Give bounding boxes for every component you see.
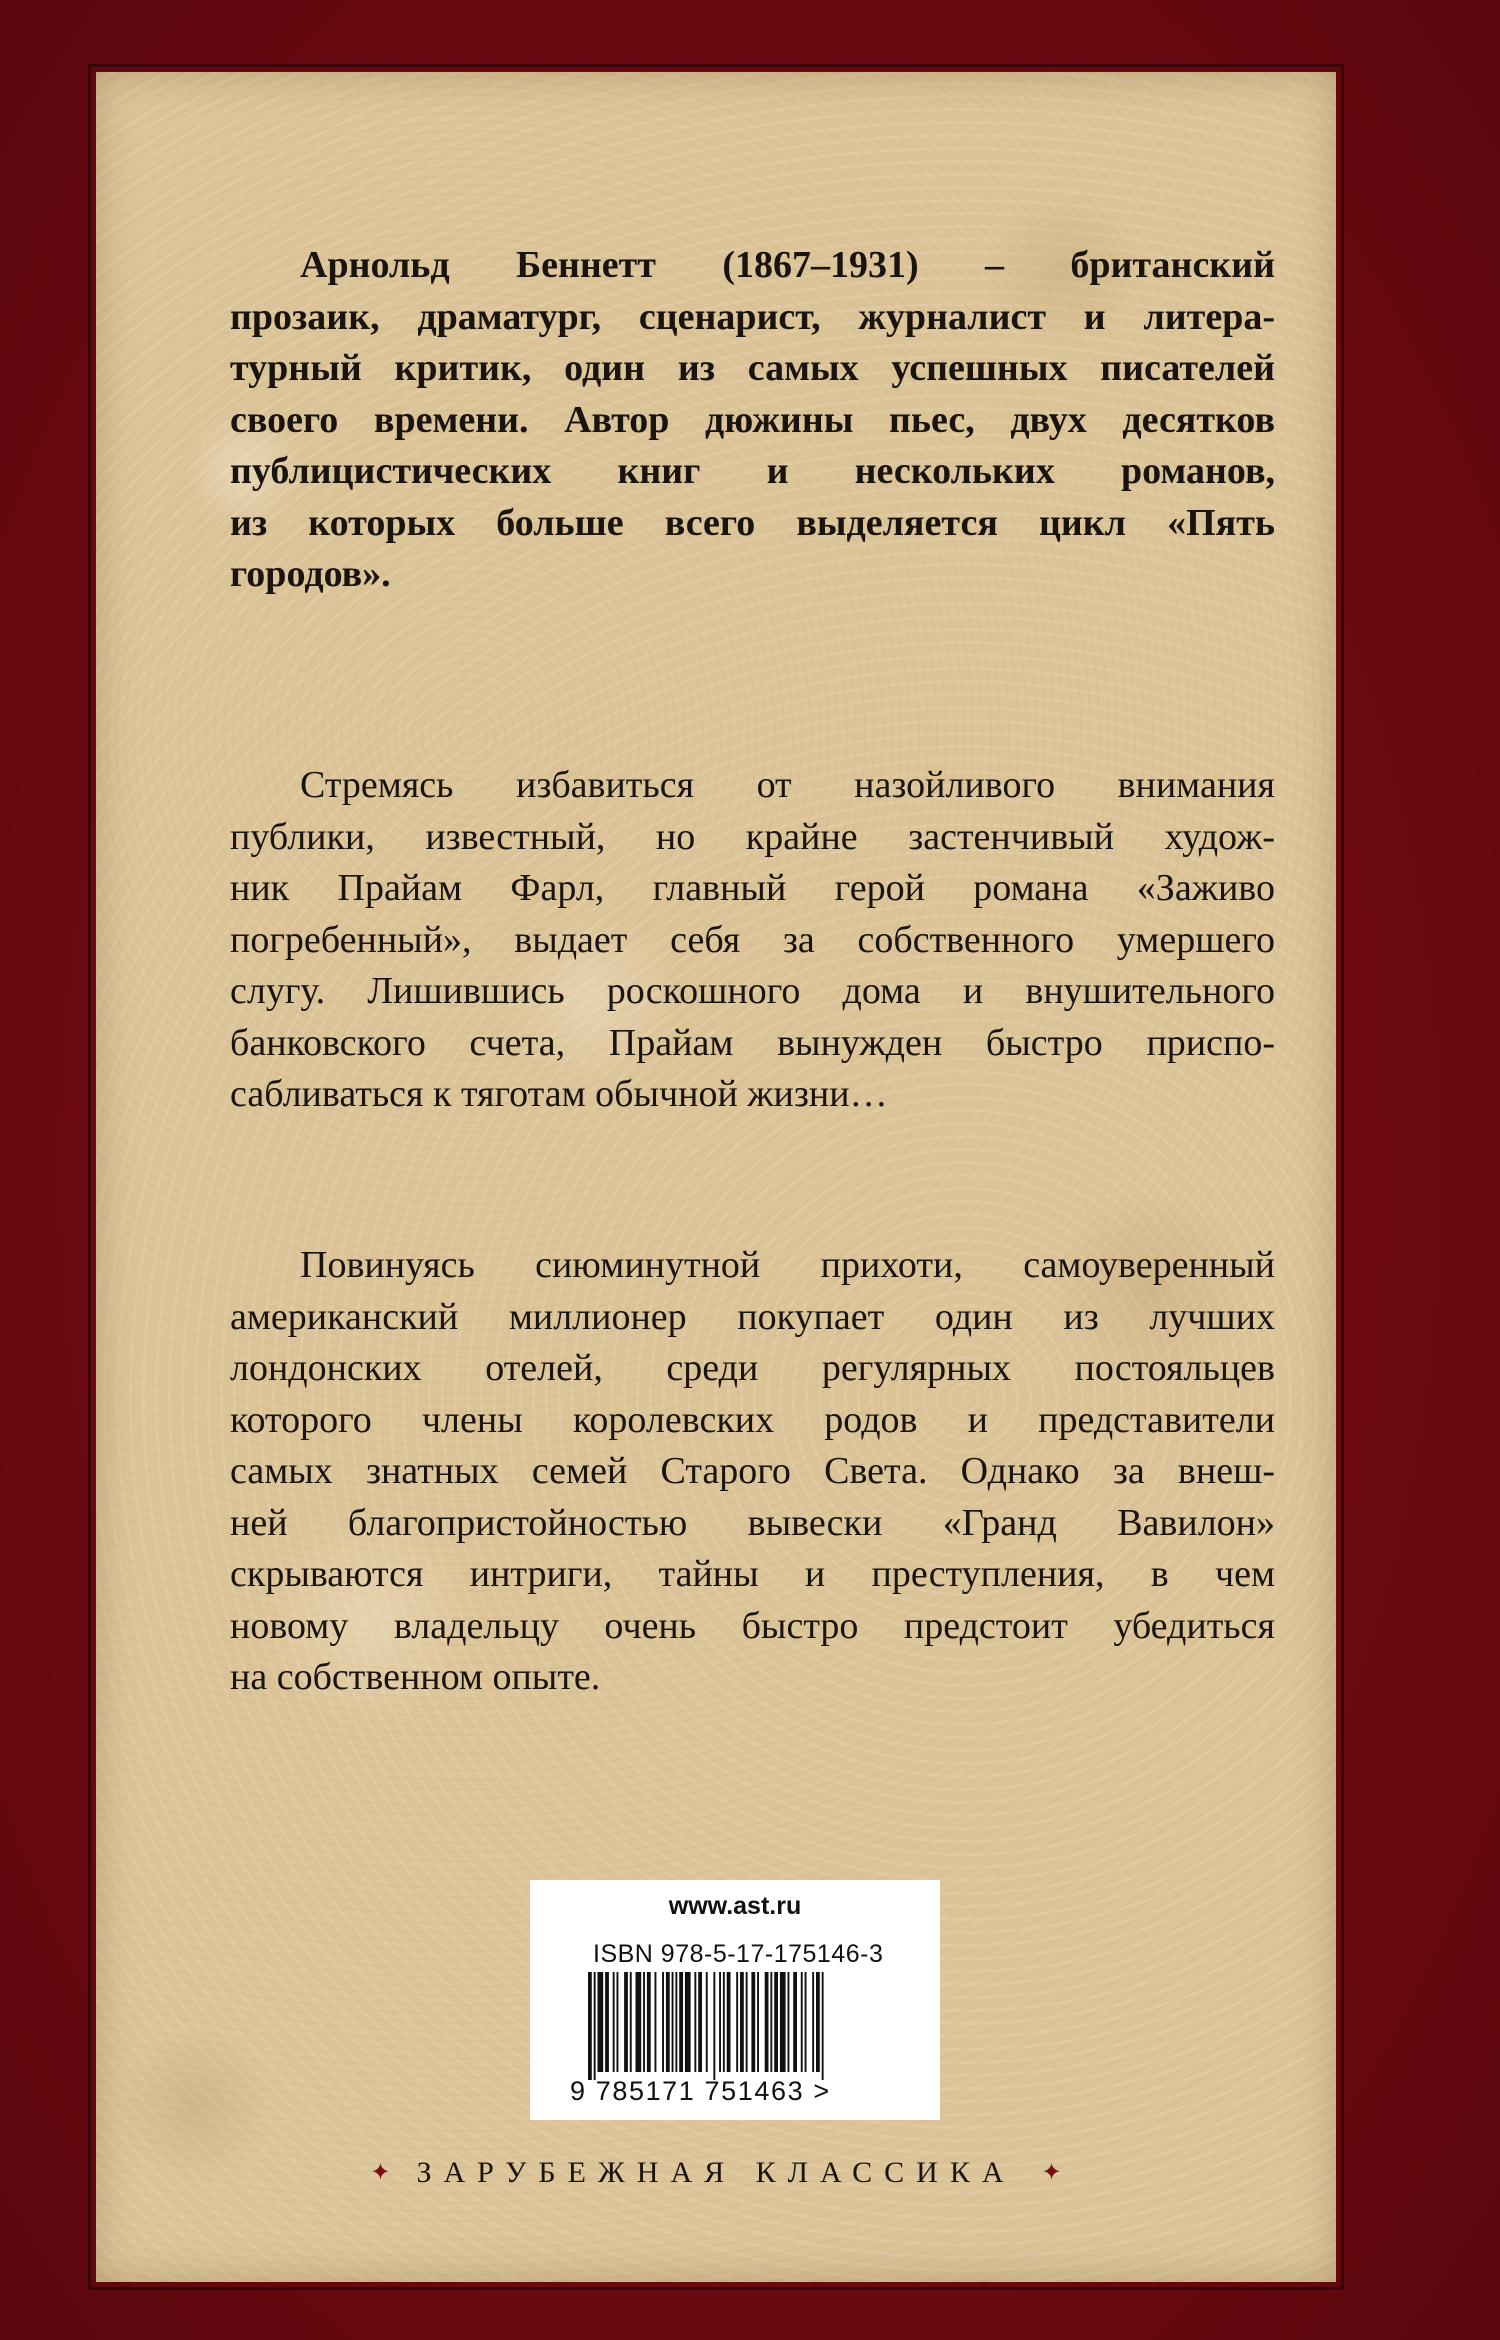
barcode-bar xyxy=(812,1972,814,2072)
text-line: которого члены королевских родов и представители xyxy=(230,1398,1275,1441)
about-author-paragraph xyxy=(230,240,1275,601)
barcode-bar xyxy=(598,1972,604,2072)
barcode-bar xyxy=(636,1972,642,2072)
barcode-bar xyxy=(713,1972,715,2080)
barcode-bar xyxy=(751,1972,755,2072)
text-line: сабливаться к тяготам обычной жизни… xyxy=(230,1073,888,1115)
ornament-left-icon: ✦ xyxy=(370,2160,391,2186)
text-line: прозаик, драматург, сценарист, журналист и литера- xyxy=(230,295,1275,338)
text-line: своего времени. Автор дюжины пьес, двух десятков xyxy=(230,398,1275,441)
text-line: новому владельцу очень быстро предстоит убедиться xyxy=(230,1604,1275,1647)
barcode-bar xyxy=(740,1972,744,2072)
barcode-bar xyxy=(788,1972,790,2072)
barcode-bar xyxy=(774,1972,778,2072)
text-line: ник Прайам Фарл, главный герой романа «Заживо xyxy=(230,867,1275,909)
barcode-bar xyxy=(588,1972,592,2080)
barcode-bar xyxy=(679,1972,683,2072)
barcode-bar xyxy=(816,1972,820,2072)
barcode-bar xyxy=(605,1972,609,2072)
barcode-bar xyxy=(672,1972,674,2072)
text-line: публики, известный, но крайне застенчивый худож- xyxy=(230,815,1275,858)
text-line: Повинуясь сиюминутной прихоти, самоуверенный xyxy=(300,1244,1275,1286)
barcode-bar xyxy=(655,1972,657,2072)
barcode-bar xyxy=(770,1972,772,2072)
text-line: Арнольд Беннетт (1867–1931) – британский xyxy=(300,244,1275,286)
text-line: публицистических книг и нескольких романов, xyxy=(230,450,1275,492)
barcode-digits: 9 785171 751463 > xyxy=(570,2076,831,2106)
barcode-bar xyxy=(727,1972,731,2072)
text-line: скрываются интриги, тайны и преступления, в чем xyxy=(230,1553,1275,1595)
ornament-right-icon: ✦ xyxy=(1041,2160,1062,2186)
barcode-bars xyxy=(588,1972,888,2080)
publisher-website: www.ast.ru xyxy=(668,1892,802,1920)
barcode-bar xyxy=(719,1972,721,2072)
barcode-bar xyxy=(662,1972,664,2072)
isbn-text: ISBN 978-5-17-175146-3 xyxy=(593,1940,884,1968)
text-line: американский миллионер покупает один из лучших xyxy=(230,1295,1275,1338)
text-line: из которых больше всего выделяется цикл «Пять xyxy=(230,501,1275,544)
barcode-bar xyxy=(675,1972,677,2072)
text-line: городов». xyxy=(230,553,391,595)
barcode-bar xyxy=(666,1972,670,2072)
text-line: на собственном опыте. xyxy=(230,1656,601,1698)
text-line: погребенный», выдает себя за собственного умершего xyxy=(230,918,1275,961)
text-line: лондонских отелей, среди регулярных постояльцев xyxy=(230,1347,1275,1389)
barcode-bar xyxy=(793,1972,797,2072)
barcode-label xyxy=(530,1880,940,2120)
barcode-bar xyxy=(723,1972,725,2072)
barcode-bar xyxy=(685,1972,691,2072)
barcode-bar xyxy=(746,1972,748,2072)
barcode-bar xyxy=(698,1972,702,2072)
barcode-bar xyxy=(736,1972,738,2072)
text-line: самых знатных семей Старого Света. Однако за внеш- xyxy=(230,1450,1275,1492)
barcode-bar xyxy=(647,1972,651,2072)
barcode-bar xyxy=(594,1972,596,2080)
text-line: Стремясь избавиться от назойливого внимания xyxy=(300,764,1275,806)
barcode-bar xyxy=(805,1972,807,2072)
barcode-bar xyxy=(613,1972,615,2072)
barcode-bar xyxy=(801,1972,803,2072)
barcode-bar xyxy=(780,1972,786,2072)
series-banner xyxy=(96,2148,1336,2198)
text-line: ней благопристойностью вывески «Гранд Вавилон» xyxy=(230,1501,1275,1544)
text-line: банковского счета, Прайам вынужден быстро приспо- xyxy=(230,1021,1275,1064)
text-line: слугу. Лишившись роскошного дома и внушительного xyxy=(230,970,1275,1012)
barcode-bar xyxy=(765,1972,769,2072)
barcode-bar xyxy=(624,1972,628,2072)
barcode-bar xyxy=(822,1972,824,2080)
annotation-grand-babylon xyxy=(230,1240,1275,1704)
series-title: ЗАРУБЕЖНАЯ КЛАССИКА xyxy=(416,2156,1016,2189)
barcode-bar xyxy=(617,1972,619,2072)
barcode-bar xyxy=(757,1972,759,2072)
barcode-bar xyxy=(630,1972,632,2072)
barcode-bar xyxy=(694,1972,696,2072)
annotation-buried-alive xyxy=(230,760,1275,1121)
text-line: турный критик, один из самых успешных писателей xyxy=(230,347,1275,389)
barcode-bar xyxy=(706,1972,708,2072)
barcode-bar xyxy=(643,1972,645,2072)
